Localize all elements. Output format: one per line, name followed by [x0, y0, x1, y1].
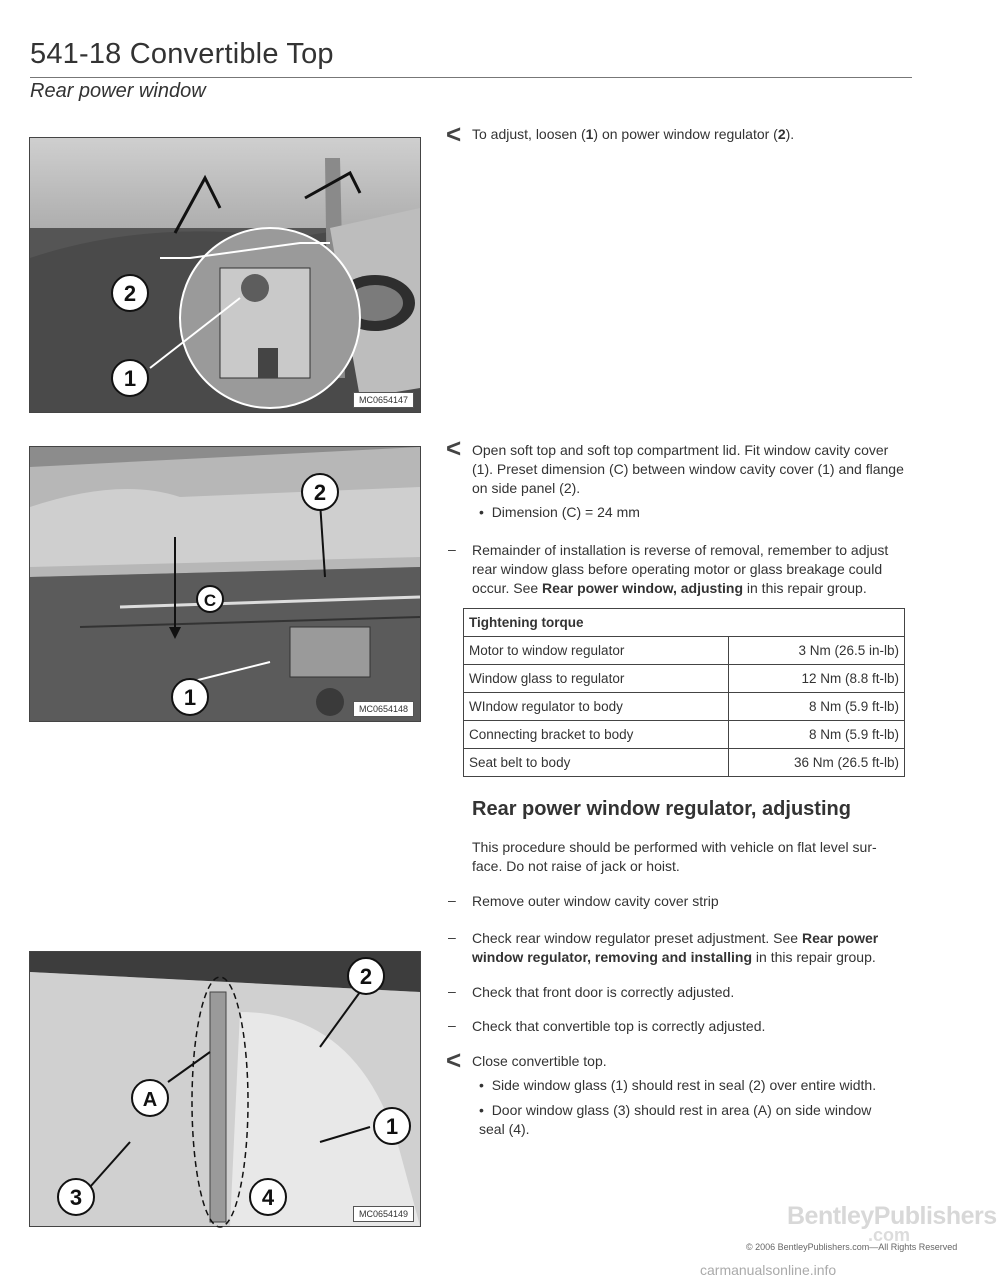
section-intro: This procedure should be performed with vehicle on flat level sur- face. Do not raise of jack or hoist.: [472, 839, 877, 874]
step-dash: –: [448, 1017, 456, 1033]
step-remove-strip: Remove outer window cavity cover strip: [472, 893, 719, 909]
table-row: Connecting bracket to body 8 Nm (5.9 ft-lb): [464, 721, 905, 749]
publisher-logo: BentleyPublishers: [787, 1202, 997, 1230]
table-row: Motor to window regulator 3 Nm (26.5 in-lb): [464, 637, 905, 665]
callout-label: 2: [359, 964, 373, 989]
step-arrow-icon: <: [446, 1045, 462, 1075]
step-check-door: Check that front door is correctly adjusted.: [472, 984, 735, 1000]
step-preset-text: Open soft top and soft top compartment lid. Fit window cavity cover (1). Preset dimension (C) between window cavity cover (1) and flange on side panel (2).: [472, 442, 904, 496]
callout-label: 1: [123, 366, 137, 391]
callout-label: 2: [123, 281, 137, 306]
step-adjust-text: To adjust, loosen (1) on power window regulator (2).: [472, 126, 795, 142]
step-arrow-icon: <: [446, 119, 462, 149]
table-row: Seat belt to body 36 Nm (26.5 ft-lb): [464, 749, 905, 777]
torque-table: [463, 608, 905, 777]
publisher-logo-com: .com: [868, 1225, 911, 1245]
figure-code: MC0654149: [353, 1206, 414, 1222]
table-row: WIndow regulator to body 8 Nm (5.9 ft-lb): [464, 693, 905, 721]
watermark: carmanualsonline.info: [700, 1262, 837, 1278]
step-dash: –: [448, 892, 456, 908]
section-subtitle: Rear power window: [30, 80, 206, 102]
callout-label: 3: [69, 1185, 83, 1210]
seal-bullet: • Side window glass (1) should rest in seal (2) over entire width.: [479, 1077, 877, 1093]
figure-regulator-photo: [29, 137, 421, 413]
step-remainder-text: Remainder of installation is reverse of removal, remember to adjust rear window glass before operating motor or glass breakage could occur. See Rear power window, adjusting in this repair group.: [472, 542, 889, 596]
area-bullet: • Door window glass (3) should rest in area (A) on side window seal (4).: [479, 1102, 872, 1137]
reference-link[interactable]: Rear power window, adjusting: [542, 580, 743, 596]
dimension-bullet: • Dimension (C) = 24 mm: [479, 504, 640, 520]
callout-label: 1: [183, 685, 197, 710]
step-dash: –: [448, 929, 456, 945]
callout-label: C: [203, 591, 217, 610]
step-close-top: Close convertible top.: [472, 1053, 607, 1069]
figure-cavity-cover-photo: [29, 446, 421, 722]
table-row: Window glass to regulator 12 Nm (8.8 ft-lb): [464, 665, 905, 693]
step-check-top: Check that convertible top is correctly adjusted.: [472, 1018, 766, 1034]
figure-window-seal-photo: [29, 951, 421, 1227]
step-check-preset: Check rear window regulator preset adjustment. See Rear power window regulator, removing and installing in this repair group.: [472, 930, 879, 965]
figure-code: MC0654147: [353, 392, 414, 408]
callout-label: 1: [385, 1114, 399, 1139]
section-heading: Rear power window regulator, adjusting: [472, 798, 851, 820]
reference-link[interactable]: Rear power window regulator, removing and installing: [472, 930, 879, 965]
callout-label: A: [142, 1089, 158, 1111]
step-dash: –: [448, 541, 456, 557]
callout-label: 4: [261, 1185, 275, 1210]
table-header: Tightening torque: [464, 609, 905, 637]
step-arrow-icon: <: [446, 433, 462, 463]
figure-code: MC0654148: [353, 701, 414, 717]
header-divider: [30, 77, 912, 78]
callout-label: 2: [313, 480, 327, 505]
page-title: 541-18 Convertible Top: [30, 38, 334, 70]
copyright-notice: © 2006 BentleyPublishers.com—All Rights Reserved: [746, 1242, 958, 1252]
step-dash: –: [448, 983, 456, 999]
